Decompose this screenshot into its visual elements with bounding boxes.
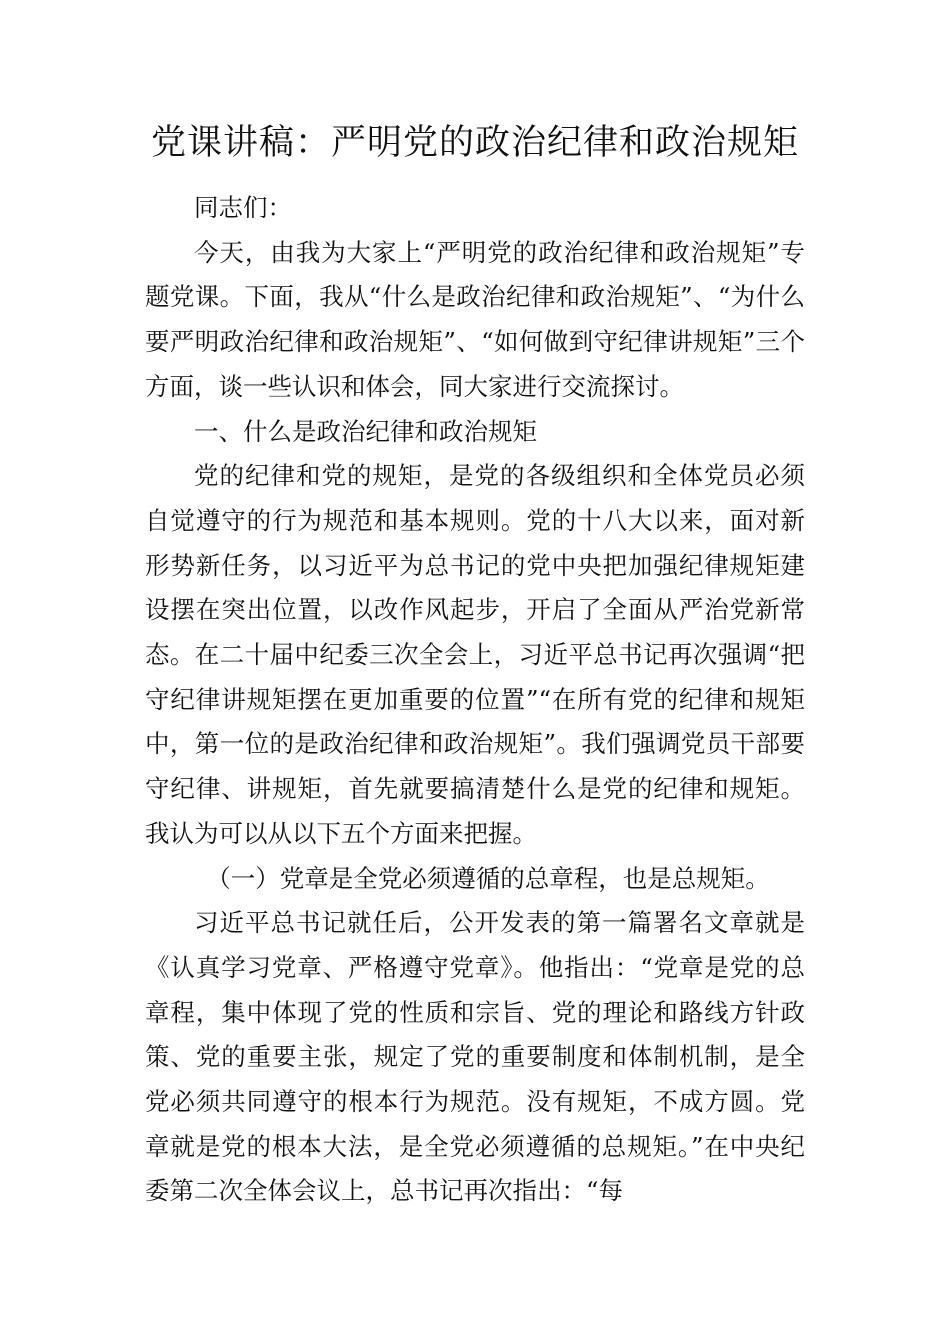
body-paragraph: 党的纪律和党的规矩，是党的各级组织和全体党员必须自觉遵守的行为规范和基本规则。党的十八大以来，面对新形势新任务，以习近平为总书记的党中央把加强纪律规矩建设摆在突出位置，以改作风起步，开启了全面从严治党新常态。在二十届中纪委三次全会上，习近平总书记再次强调“把守纪律讲规矩摆在更加重要的位置”“在所有党的纪律和规矩中，第一位的是政治纪律和政治规矩”。我们强调党员干部要守纪律、讲规矩，首先就要搞清楚什么是党的纪律和规矩。我认为可以从以下五个方面来把握。 xyxy=(145,461,805,848)
body-paragraph: 习近平总书记就任后，公开发表的第一篇署名文章就是《认真学习党章、严格遵守党章》。他指出：“党章是党的总章程，集中体现了党的性质和宗旨、党的理论和路线方针政策、党的重要主张，规定了党的重要制度和体制机制，是全党必须共同遵守的根本行为规范。没有规矩，不成方圆。党章就是党的根本大法，是全党必须遵循的总规矩。”在中央纪委第二次全体会议上，总书记再次指出：“每 xyxy=(145,908,805,1206)
intro-paragraph: 今天，由我为大家上“严明党的政治纪律和政治规矩”专题党课。下面，我从“什么是政治纪律和政治规矩”、“为什么要严明政治纪律和政治规矩”、“如何做到守纪律讲规矩”三个方面，谈一些认识和体会，同大家进行交流探讨。 xyxy=(145,237,805,401)
document-body xyxy=(145,186,805,1214)
subsection-heading: （一）党章是全党必须遵循的总章程，也是总规矩。 xyxy=(206,863,770,893)
document-title: 党课讲稿：严明党的政治纪律和政治规矩 xyxy=(150,123,799,163)
salutation-paragraph: 同志们： xyxy=(194,193,292,222)
section-heading: 一、什么是政治纪律和政治规矩 xyxy=(194,416,537,446)
